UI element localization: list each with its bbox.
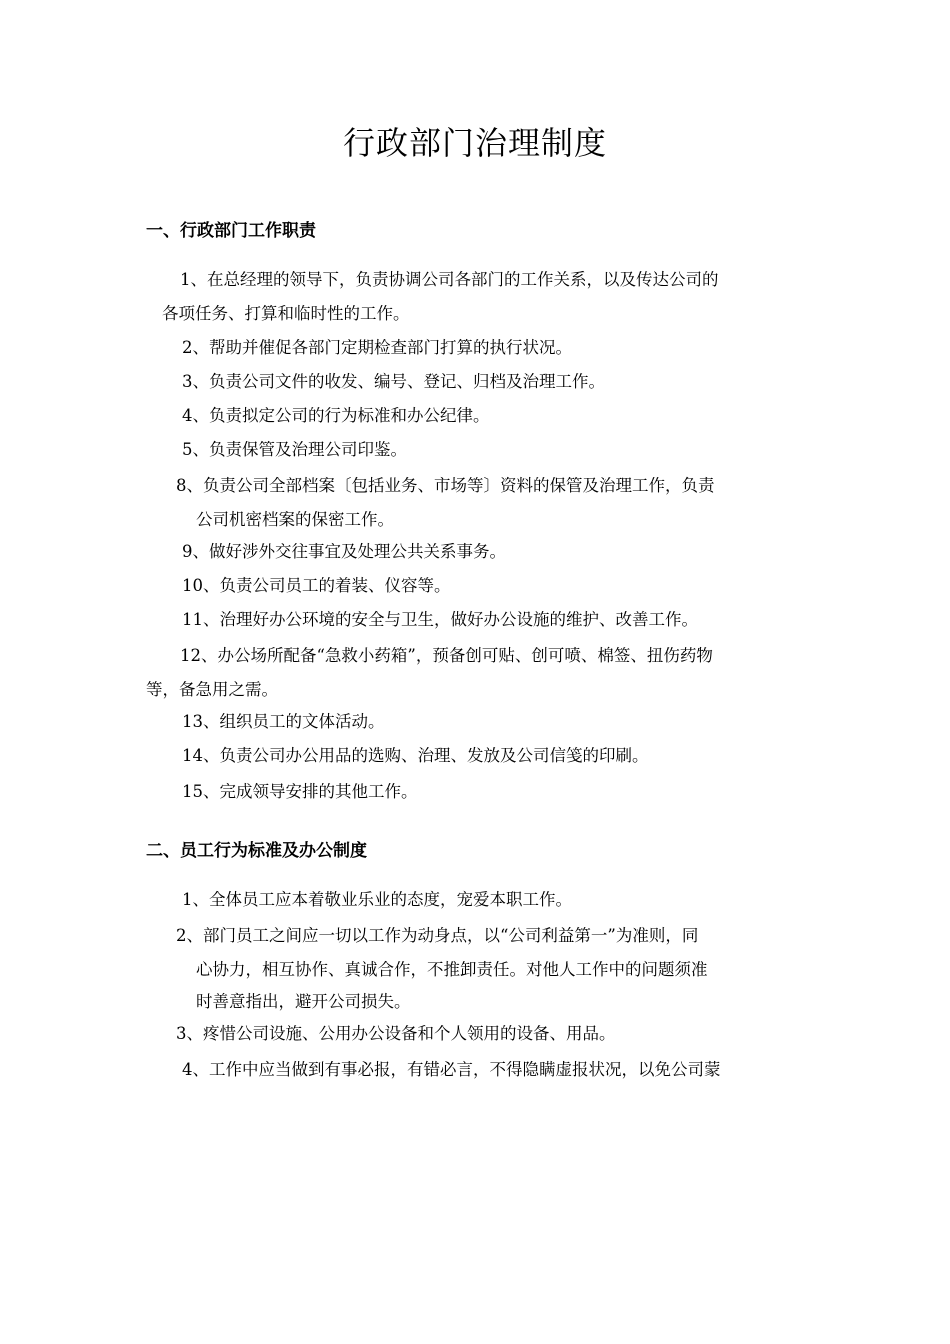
- section-heading-conduct: 二、员工行为标准及办公制度: [146, 841, 367, 861]
- duty-line: 3、负责公司文件的收发、编号、登记、归档及治理工作。: [182, 372, 605, 391]
- duty-line: 公司机密档案的保密工作。: [196, 510, 394, 529]
- conduct-line: 1、全体员工应本着敬业乐业的态度，宠爱本职工作。: [182, 890, 572, 909]
- section-heading-duties: 一、行政部门工作职责: [146, 221, 316, 241]
- duty-line: 15、完成领导安排的其他工作。: [182, 782, 418, 801]
- duty-line: 各项任务、打算和临时性的工作。: [162, 304, 410, 323]
- duty-line: 12、办公场所配备“急救小药箱”，预备创可贴、创可喷、棉签、扭伤药物: [180, 646, 713, 665]
- conduct-line: 2、部门员工之间应一切以工作为动身点，以“公司利益第一”为准则，同: [176, 926, 699, 945]
- duty-line: 8、负责公司全部档案〔包括业务、市场等〕资料的保管及治理工作，负责: [176, 476, 715, 495]
- duty-line: 10、负责公司员工的着装、仪容等。: [182, 576, 451, 595]
- conduct-line: 时善意指出，避开公司损失。: [196, 992, 411, 1011]
- duty-line: 等，备急用之需。: [146, 680, 278, 699]
- duty-line: 11、治理好办公环境的安全与卫生，做好办公设施的维护、改善工作。: [182, 610, 698, 629]
- duty-line: 9、做好涉外交往事宜及处理公共关系事务。: [182, 542, 506, 561]
- page-title: 行政部门治理制度: [342, 124, 607, 162]
- conduct-line: 4、工作中应当做到有事必报，有错必言，不得隐瞒虚报状况，以免公司蒙: [182, 1060, 721, 1079]
- conduct-line: 3、疼惜公司设施、公用办公设备和个人领用的设备、用品。: [176, 1024, 616, 1043]
- duty-line: 14、负责公司办公用品的选购、治理、发放及公司信笺的印刷。: [182, 746, 649, 765]
- duty-line: 4、负责拟定公司的行为标准和办公纪律。: [182, 406, 490, 425]
- duty-line: 13、组织员工的文体活动。: [182, 712, 385, 731]
- duty-line: 5、负责保管及治理公司印鉴。: [182, 440, 407, 459]
- duty-line: 2、帮助并催促各部门定期检查部门打算的执行状况。: [182, 338, 572, 357]
- conduct-line: 心协力，相互协作、真诚合作，不推卸责任。对他人工作中的问题须准: [196, 960, 708, 979]
- duty-line: 1、在总经理的领导下，负责协调公司各部门的工作关系，以及传达公司的: [180, 270, 719, 289]
